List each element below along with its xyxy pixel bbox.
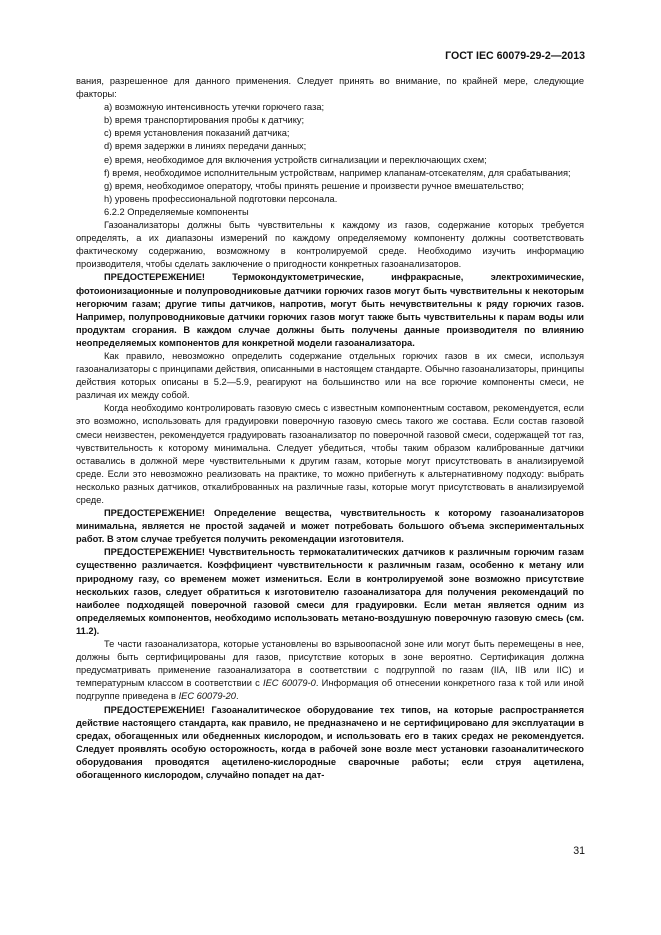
text-fragment: . — [235, 691, 239, 702]
paragraph: Когда необходимо контролировать газовую смесь с известным компонентным составом, рекомендуется, если это возможно, использовать для градуировки поверочную газовую смесь такого же состава. Если состав газовой смеси неизвестен, рекомендуется градуировать газоанализатор по поверочной газовой смеси, содержащей тот газ, чувствительность к которому минимальна. Следует убедиться, чтобы таким образом калиброванные датчики оставались в должной мере чувствительными к другим газам, которые могут присутствовать в анализируемой среде. Если это невозможно реализовать на практике, то можно прибегнуть к альтернативному подходу: выбрать несколько разных датчиков, откалиброванных на различные газы, которые могут присутствовать в анализируемой среде. — [76, 403, 584, 505]
paragraph: Газоанализаторы должны быть чувствительны к каждому из газов, содержание которых требуется определять, а их диапазоны измерений по каждому определяемому компоненту должны соответствовать фактическому содержанию, возможному в контролируемой среде. Необходимо изучить информацию производителя, чтобы сделать заключение о пригодности конкретных газоанализаторов. — [76, 220, 584, 270]
list-item: b) время транспортирования пробы к датчику; — [104, 115, 305, 126]
list-item: h) уровень профессиональной подготовки персонала. — [104, 193, 338, 204]
document-body — [76, 75, 584, 782]
list-item: e) время, необходимое для включения устройств сигнализации и переключающих схем; — [104, 154, 487, 165]
paragraph-continuation: вания, разрешенное для данного применения. Следует принять во внимание, по крайней мере, следующие факторы: — [76, 76, 584, 100]
list-item: g) время, необходимое оператору, чтобы принять решение и произвести ручное вмешательство; — [104, 180, 525, 191]
list-item: d) время задержки в линиях передачи данных; — [104, 141, 307, 152]
list-item: f) время, необходимое исполнительным устройствам, например клапанам-отсекателям, для срабатывания; — [104, 167, 571, 178]
document-header: ГОСТ IEC 60079-29-2—2013 — [445, 50, 585, 62]
paragraph: Как правило, невозможно определить содержание отдельных горючих газов в их смеси, используя газоанализаторы с принципами действия, описанными в настоящем стандарте. Обычно газоанализаторы, принципы действия которых описаны в 5.2—5.9, реагируют на большинство или на все горючие компоненты смеси, не различая их между собой. — [76, 350, 584, 401]
list-item: c) время установления показаний датчика; — [104, 128, 290, 139]
warning-paragraph: ПРЕДОСТЕРЕЖЕНИЕ! Чувствительность термокаталитических датчиков к различным горючим газам существенно различается. Коэффициент чувствительности к различным газам, особенно к метану или природному газу, со временем может измениться. Если в контролируемой зоне возможно присутствие нескольких газов, следует обратиться к изготовителю газоанализатора для получения рекомендаций по наиболее подходящей поверочной газовой смеси для градуировки. Если метан является одним из определяемых компонентов, необходимо использовать метано-воздушную поверочную газовую смесь (см. 11.2). — [76, 547, 584, 636]
warning-paragraph: ПРЕДОСТЕРЕЖЕНИЕ! Газоаналитическое оборудование тех типов, на которые распространяется действие настоящего стандарта, как правило, не предназначено и не сертифицировано для эксплуатации в средах, обогащенных или обедненных кислородом, и использовать его в таких средах не рекомендуется. Следует проявлять особую осторожность, когда в рабочей зоне возле мест установки газоаналитического оборудования проводятся ацетилено-кислородные сварочные работы; если струя ацетилена, обогащенного кислородом, случайно попадет на дат- — [76, 704, 584, 780]
text-fragment: Те части газоанализатора, которые установлены во взрывоопасной зоне или могут быть перемещены в нее, должны быть сертифицированы для газов, присутствие которых в зоне вероятно. Сертификация должна предусматривать применение газоанализатора в соответствии с подгруппой по газам (IIA, IIB или IIC) и температурным классом в соответствии с — [76, 639, 584, 689]
page-number: 31 — [573, 845, 585, 857]
standard-reference: IEC 60079-0 — [263, 678, 316, 689]
warning-paragraph: ПРЕДОСТЕРЕЖЕНИЕ! Определение вещества, чувствительность к которому газоанализаторов минимальна, является не простой задачей и может потребовать большого объема экспериментальных работ. В этом случае требуется получить рекомендации изготовителя. — [76, 508, 584, 545]
standard-reference: IEC 60079-20 — [178, 691, 236, 702]
list-item: a) возможную интенсивность утечки горючего газа; — [104, 102, 325, 113]
warning-paragraph: ПРЕДОСТЕРЕЖЕНИЕ! Термокондуктометрические, инфракрасные, электрохимические, фотоионизационные и полупроводниковые датчики горючих газов могут быть чувствительны к некоторым негорючим газам; другие типы датчиков, напротив, могут быть нечувствительны к ряду горючих газов. Например, полупроводниковые датчики горючих газов могут также быть чувствительны к парам воды или продуктам сгорания. В каждом случае должны быть получены данные производителя по влиянию неопределяемых компонентов для конкретной модели газоанализатора. — [76, 272, 584, 348]
text-fragment: . Информация об отнесении конкретного газа к той или иной подгруппе приведена в — [76, 678, 584, 702]
section-heading: 6.2.2 Определяемые компоненты — [104, 206, 249, 217]
paragraph-certification — [76, 638, 584, 703]
